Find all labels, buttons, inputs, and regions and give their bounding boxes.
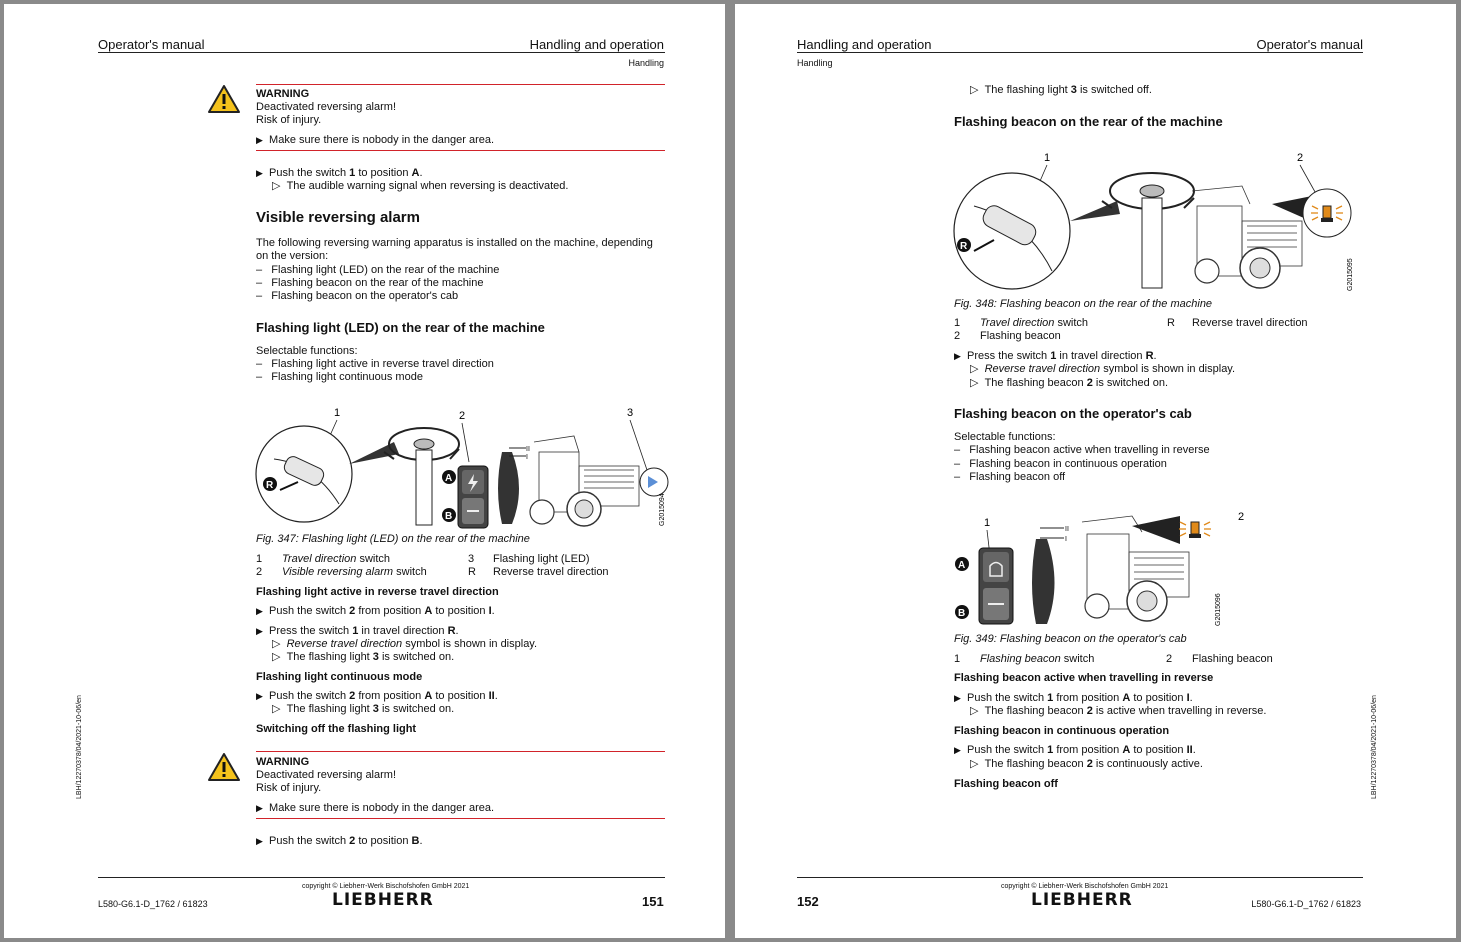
warning-title: WARNING [256, 88, 310, 100]
result: ▷ Reverse travel direction symbol is shown in display. [272, 638, 538, 650]
subheading: Flashing beacon off [954, 778, 1058, 790]
svg-text:G2015095: G2015095 [1347, 258, 1354, 291]
subheading: Flashing beacon in continuous operation [954, 725, 1170, 737]
step: ▶ Push the switch 2 to position B. [256, 835, 423, 847]
result: ▷ The flashing light 3 is switched off. [970, 84, 1152, 96]
figure-348 [952, 146, 1362, 296]
list-item: – Flashing beacon on the rear of the machine [256, 277, 484, 289]
warning-action: ▶ Make sure there is nobody in the danger area. [256, 134, 495, 146]
svg-text:R: R [960, 241, 968, 252]
heading-visible-reversing-alarm: Visible reversing alarm [256, 209, 420, 226]
step: ▶ Push the switch 2 from position A to position II. [256, 690, 498, 702]
paragraph: The following reversing warning apparatus is installed on the machine, depending [256, 237, 653, 249]
footer-rule [797, 877, 1363, 878]
result: ▷ The flashing beacon 2 is active when travelling in reverse. [970, 705, 1267, 717]
footer-rule [98, 877, 665, 878]
list-item: – Flashing beacon active when travelling in reverse [954, 444, 1210, 456]
svg-text:II: II [526, 446, 530, 453]
svg-text:B: B [958, 608, 966, 619]
legend-item: R Reverse travel direction [1167, 317, 1308, 329]
liebherr-logo: LIEBHERR [1031, 890, 1133, 910]
warning-rule-bottom [256, 150, 665, 151]
svg-text:2: 2 [1238, 511, 1245, 523]
svg-text:G2015096: G2015096 [1215, 593, 1222, 626]
list-item: – Flashing beacon off [954, 471, 1066, 483]
svg-text:G2015094: G2015094 [659, 493, 666, 526]
header-right: Handling and operation [529, 37, 664, 52]
warning-line: Deactivated reversing alarm! [256, 769, 397, 781]
legend-item: 1 Travel direction switch [256, 553, 391, 565]
subheading: Flashing beacon active when travelling in reverse [954, 672, 1214, 684]
result: ▷ The flashing beacon 2 is continuously active. [970, 758, 1203, 770]
result: ▷ Reverse travel direction symbol is shown in display. [970, 363, 1236, 375]
result: ▷ The audible warning signal when reversing is deactivated. [272, 180, 569, 192]
figure-caption: Fig. 348: Flashing beacon on the rear of the machine [954, 298, 1213, 310]
figure-caption: Fig. 347: Flashing light (LED) on the rear of the machine [256, 533, 530, 545]
step: ▶ Push the switch 1 from position A to position I. [954, 692, 1193, 704]
list-item: – Flashing beacon in continuous operation [954, 458, 1167, 470]
side-doc-id: LBH/12270378/04/2021-10-06/en [76, 695, 83, 799]
header-rule [797, 52, 1363, 53]
step: ▶ Push the switch 2 from position A to position I. [256, 605, 495, 617]
header-left: Operator's manual [98, 37, 205, 52]
subheading: Switching off the flashing light [256, 723, 417, 735]
figure-349 [952, 504, 1252, 629]
page-152 [735, 4, 1456, 938]
side-doc-id: LBH/12270378/04/2021-10-06/en [1371, 695, 1378, 799]
svg-text:A: A [958, 560, 966, 571]
header-right: Operator's manual [1256, 37, 1363, 52]
list-item: – Flashing light active in reverse travel direction [256, 358, 494, 370]
paragraph: on the version: [256, 250, 329, 262]
result: ▷ The flashing light 3 is switched on. [272, 703, 455, 715]
doc-id: L580-G6.1-D_1762 / 61823 [98, 899, 208, 909]
result: ▷ The flashing light 3 is switched on. [272, 651, 455, 663]
warning-line: Risk of injury. [256, 782, 322, 794]
legend-item: 3 Flashing light (LED) [468, 553, 590, 565]
step: ▶ Press the switch 1 in travel direction R. [954, 350, 1157, 362]
subheading: Flashing light active in reverse travel direction [256, 586, 499, 598]
svg-text:I: I [526, 454, 528, 461]
liebherr-logo: LIEBHERR [332, 890, 434, 910]
legend-item: 1 Travel direction switch [954, 317, 1089, 329]
svg-text:II: II [1065, 526, 1069, 533]
warning-rule-top [256, 84, 665, 85]
page-number: 152 [797, 894, 819, 909]
list-item: – Flashing light (LED) on the rear of the machine [256, 264, 500, 276]
subheader: Handling [797, 58, 833, 68]
legend-item: 2 Flashing beacon [1166, 653, 1273, 665]
legend-item: 2 Visible reversing alarm switch [256, 566, 427, 578]
heading-flashing-light-led: Flashing light (LED) on the rear of the machine [256, 320, 545, 335]
svg-text:2: 2 [1297, 152, 1304, 164]
paragraph: Selectable functions: [256, 345, 358, 357]
warning-triangle-icon [207, 752, 241, 782]
warning-action: ▶ Make sure there is nobody in the danger area. [256, 802, 495, 814]
svg-text:B: B [445, 511, 453, 522]
heading-beacon-cab: Flashing beacon on the operator's cab [954, 406, 1192, 421]
figure-caption: Fig. 349: Flashing beacon on the operator's cab [954, 633, 1187, 645]
svg-text:2: 2 [459, 410, 466, 422]
svg-text:A: A [445, 473, 453, 484]
svg-text:1: 1 [1044, 152, 1051, 164]
svg-text:I: I [1065, 536, 1067, 543]
step: ▶ Push the switch 1 from position A to position II. [954, 744, 1196, 756]
subheader: Handling [628, 58, 664, 68]
svg-text:R: R [266, 480, 274, 491]
svg-text:1: 1 [334, 407, 341, 419]
legend-item: 1 Flashing beacon switch [954, 653, 1095, 665]
doc-id: L580-G6.1-D_1762 / 61823 [1251, 899, 1361, 909]
warning-rule-top [256, 751, 665, 752]
warning-rule-bottom [256, 818, 665, 819]
copyright: copyright © Liebherr-Werk Bischofshofen GmbH 2021 [1001, 883, 1169, 890]
step: ▶ Push the switch 1 to position A. [256, 167, 423, 179]
warning-line: Risk of injury. [256, 114, 322, 126]
warning-triangle-icon [207, 84, 241, 114]
warning-line: Deactivated reversing alarm! [256, 101, 397, 113]
legend-item: R Reverse travel direction [468, 566, 609, 578]
figure-347 [254, 404, 669, 529]
result: ▷ The flashing beacon 2 is switched on. [970, 377, 1169, 389]
svg-text:3: 3 [627, 407, 634, 419]
warning-title: WARNING [256, 756, 310, 768]
paragraph: Selectable functions: [954, 431, 1056, 443]
step: ▶ Press the switch 1 in travel direction R. [256, 625, 459, 637]
svg-text:1: 1 [984, 517, 991, 529]
page-number: 151 [642, 894, 664, 909]
heading-beacon-rear: Flashing beacon on the rear of the machine [954, 114, 1223, 129]
subheading: Flashing light continuous mode [256, 671, 423, 683]
copyright: copyright © Liebherr-Werk Bischofshofen GmbH 2021 [302, 883, 470, 890]
header-rule [98, 52, 665, 53]
list-item: – Flashing light continuous mode [256, 371, 423, 383]
list-item: – Flashing beacon on the operator's cab [256, 290, 459, 302]
header-left: Handling and operation [797, 37, 932, 52]
page-151 [4, 4, 725, 938]
legend-item: 2 Flashing beacon [954, 330, 1061, 342]
